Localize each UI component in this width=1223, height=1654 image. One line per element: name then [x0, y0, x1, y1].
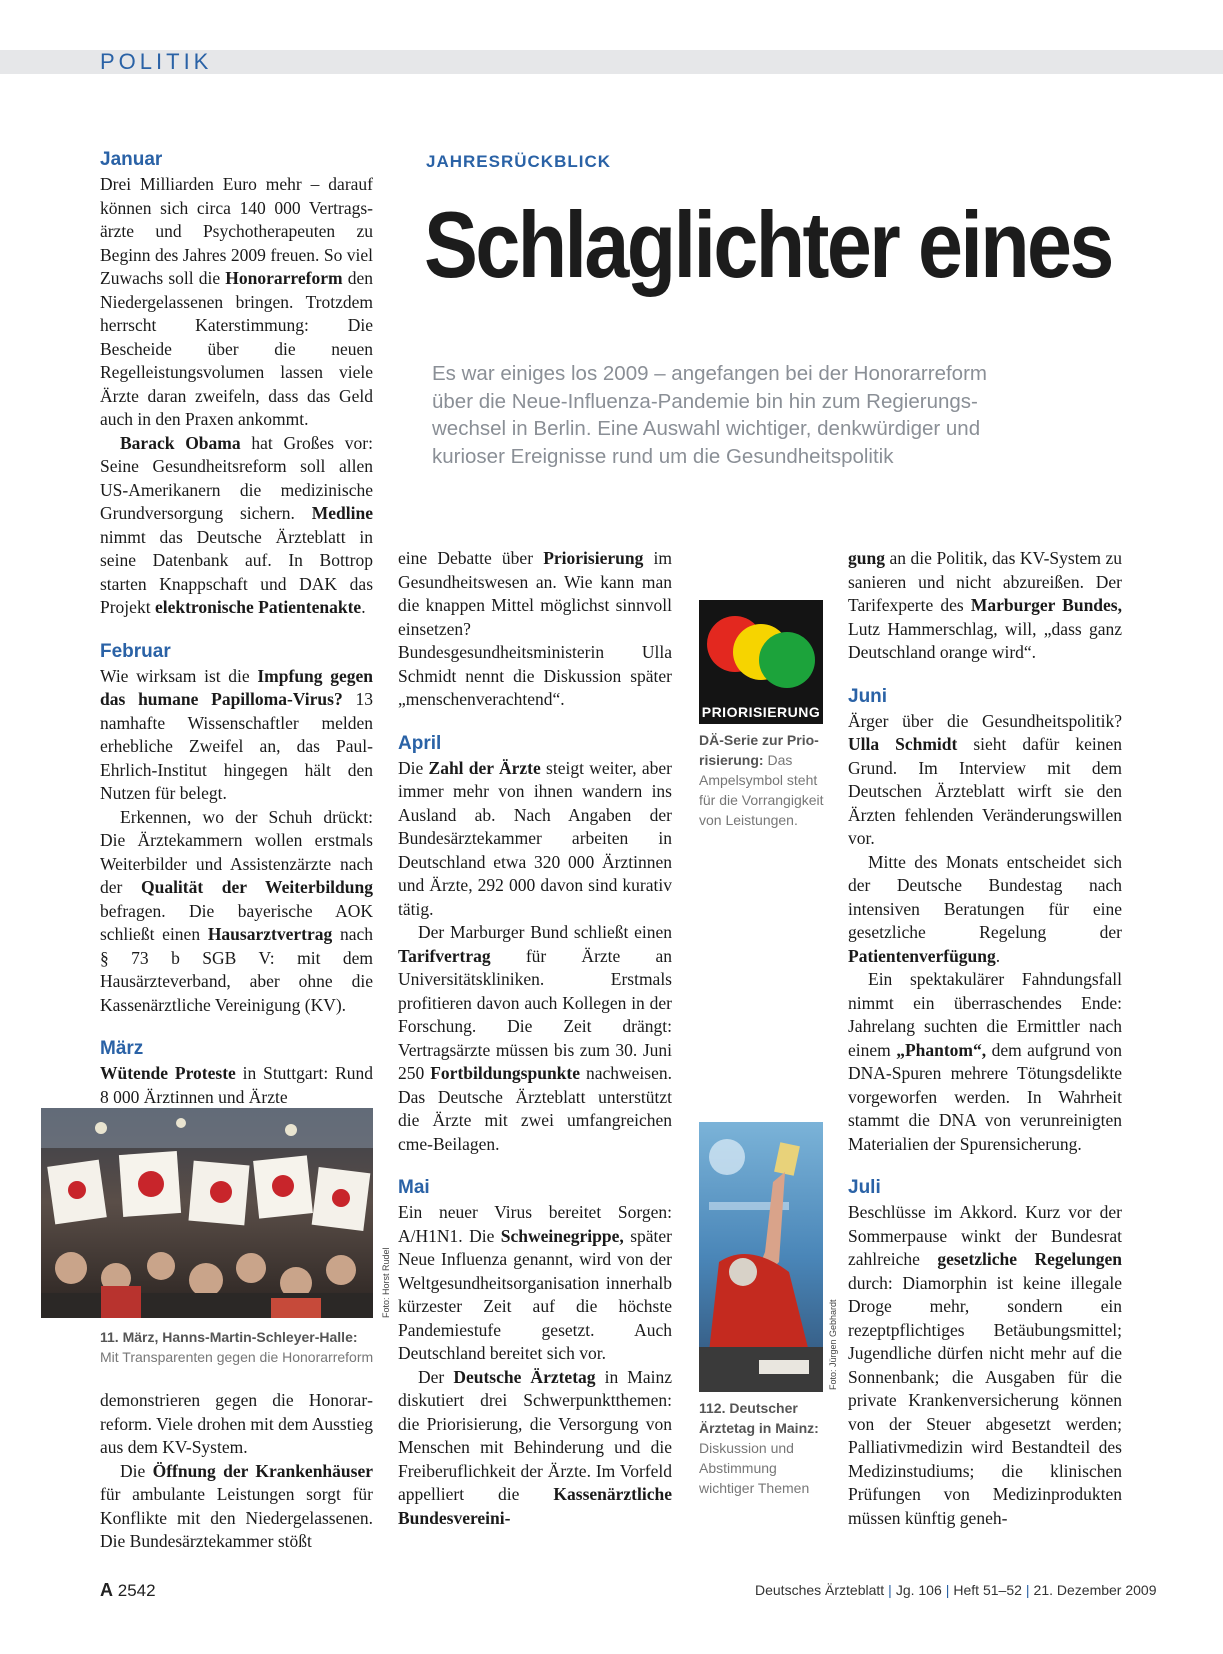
lead-line: über die Neue-Influenza-Pandemie bin hin zum Regierungs-: [432, 389, 978, 413]
paragraph: Der Deutsche Ärztetag in Mainz diskutiert drei Schwerpunktthemen: die Priorisierung, die Versorgung von Menschen mit Behinderung und die Freiberuflichkeit der Ärzte. Im Vorfeld appelliert die Kassenärztliche Bundesvereini-: [398, 1366, 672, 1528]
month-heading-mai: Mai: [398, 1177, 430, 1198]
journal-info: Deutsches Ärzteblatt | Jg. 106 | Heft 51–52 | 21. Dezember 2009: [755, 1582, 1157, 1598]
priorisierung-caption: [699, 730, 824, 830]
paragraph: demonstrieren gegen die Honorarreform. Viele drohen mit dem Ausstieg aus dem KV-System.: [100, 1390, 373, 1457]
caption-text: Diskussion und Abstimmung wichtiger Themen: [699, 1440, 810, 1496]
paragraph: Die Öffnung der Krankenhäuser für ambulante Leistungen sorgt für Konflikte mit den Niedergelassenen. Die Bundesärztekammer stößt: [100, 1460, 373, 1551]
lead-line: kurioser Ereignisse rund um die Gesundheitspolitik: [432, 444, 894, 468]
paragraph: eine Debatte über Priorisierung im Gesundheitswesen an. Wie kann man die knappen Mittel möglichst sinnvoll einsetzen? Bundesgesundheitsministerin Ulla Schmidt nennt die Diskussion später „menschenverachtend“.: [398, 548, 673, 709]
journal-name: Deutsches Ärzteblatt: [755, 1582, 885, 1598]
lead-line: Es war einiges los 2009 – angefangen bei der Honorarreform: [432, 362, 987, 385]
article-headline: Schlaglichter eines: [424, 192, 1112, 297]
paragraph: Ärger über die Gesundheitspolitik? Ulla Schmidt sieht dafür keinen Grund. Im Interview mit dem Deutschen Ärzteblatt wirft sie den Ärzten fehlenden Veränderungswillen vor.: [848, 710, 1122, 848]
protest-caption: [100, 1327, 390, 1367]
month-heading-maerz: März: [100, 1038, 144, 1059]
column-1-top: [100, 148, 373, 1109]
caption-text: Das Ampelsymbol steht für die Vorrangigkeit von Leistungen.: [699, 752, 824, 828]
month-heading-januar: Januar: [100, 149, 163, 170]
paragraph: Wie wirksam ist die Impfung gegen das humane Papilloma-Virus? 13 namhafte Wissenschaftler melden erhebliche Zweifel an, das Paul-Ehrlich-Institut hingegen hält den Nutzen für belegt.: [100, 665, 373, 803]
protest-photo: [41, 1108, 373, 1318]
photo-credit-rudel: Foto: Horst Rudel: [381, 1247, 391, 1318]
journal-date: 21. Dezember 2009: [1033, 1582, 1157, 1598]
voting-delegate-image: [699, 1122, 823, 1392]
month-heading-april: April: [398, 732, 442, 754]
caption-bold: 11. März, Hanns-Martin-Schleyer-Halle:: [100, 1329, 358, 1345]
section-label: POLITIK: [100, 49, 213, 74]
column-1-bottom: [100, 1389, 373, 1554]
photo-credit-gebhardt: Foto: Jürgen Gebhardt: [828, 1299, 838, 1390]
page-number-value: 2542: [117, 1581, 156, 1600]
month-heading-februar: Februar: [100, 640, 171, 662]
paragraph: Mitte des Monats entscheidet sich der Deutsche Bundestag nach intensiven Beratungen für eine gesetzliche Regelung der Patientenverfügung.: [848, 851, 1122, 966]
month-heading-juli: Juli: [848, 1177, 881, 1198]
article-lead: [432, 360, 1072, 470]
column-2: [398, 547, 672, 1530]
priorisierung-graphic: [699, 600, 823, 724]
paragraph: gung an die Politik, das KV-System zu sanieren und nicht abzureißen. Der Tarifexperte des Marburger Bundes, Lutz Hammerschlag, will, „dass ganz Deutschland orange wird“.: [848, 548, 1122, 662]
caption-text: Mit Transparenten gegen die Honorarreform: [100, 1349, 374, 1365]
paragraph: Beschlüsse im Akkord. Kurz vor der Sommerpause winkt der Bundesrat zahlreiche gesetzliche Regelungen durch: Diamorphin ist keine illegale Droge mehr, sondern ein rezeptpflichtiges Betäubungsmittel; Jugendliche dürfen nicht mehr auf die Sonnenbank; die Ausgaben für die private Krankenversicherung können von der Steuer abgesetzt werden; Palliativmedizin wird Bestandteil des Medizinstudiums; die klinischen Prüfungen von Medizinprodukten müssen künftig geneh-: [848, 1202, 1123, 1528]
paragraph: Der Marburger Bund schließt einen Tarifvertrag für Ärzte an Universitätskliniken. Erstmals profitieren davon auch Kollegen in der Forschung. Die Zeit drängt: Vertragsärzte müssen bis zum 30. Juni 250 Fortbildungspunkte nachweisen. Das Deutsche Ärzteblatt unterstützt die Ärzte mit zwei umfangreichen cme-Beilagen.: [398, 922, 672, 1154]
paragraph: Wütende Proteste in Stuttgart: Rund 8 000 Ärztinnen und Ärzte: [100, 1063, 373, 1107]
month-heading-juni: Juni: [848, 685, 888, 707]
caption-bold: 112. Deutscher Ärztetag in Mainz:: [699, 1400, 819, 1436]
priorisierung-label: PRIORISIERUNG: [701, 704, 821, 720]
lead-line: wechsel in Berlin. Eine Auswahl wichtiger, denkwürdiger und: [432, 417, 981, 440]
paragraph: Ein neuer Virus bereitet Sorgen: A/H1N1. Die Schweinegrippe, später Neue Influenza genannt, wird von der Weltgesundheitsorganisation innerhalb kürzester Zeit auf die höchste Pandemiestufe gesetzt. Auch Deutschland bereitet sich vor.: [398, 1202, 672, 1363]
paragraph: Erkennen, wo der Schuh drückt: Die Ärztekammern wollen erstmals Weiterbilder und Assistenzärzte nach der Qualität der Weiterbildung befragen. Die bayerische AOK schließt einen Hausarztvertrag nach § 73 b SGB V: mit dem Hausärzteverband, aber ohne die Kassenärztliche Vereinigung (KV).: [100, 806, 373, 1015]
journal-issue: Heft 51–52: [953, 1582, 1022, 1598]
paragraph: Die Zahl der Ärzte steigt weiter, aber immer mehr von ihnen wandern ins Ausland ab. Nach Angaben der Bundesärztekammer arbeiten in Deutschland etwa 320 000 Ärztinnen und Ärzte, 292 000 davon sind kurativ tätig.: [398, 757, 672, 919]
aerztetag-caption: [699, 1398, 824, 1498]
paragraph: Ein spektakulärer Fahndungsfall nimmt ein überraschendes Ende: Jahrelang suchten die Ermittler nach einem „Phantom“, dem aufgrund von DNA-Spuren mehrere Tötungsdelikte vorgeworfen werden. In Wahrheit stammt die DNA von verunreinigten Materialien der Spurensicherung.: [848, 969, 1122, 1154]
paragraph: Barack Obama hat Großes vor: Seine Gesundheitsreform soll allen US-Amerikanern die medizinische Grundversorgung sichern. Medline nimmt das Deutsche Ärzteblatt in seine Datenbank auf. In Bottrop starten Knappschaft und DAK das Projekt elektronische Patientenakte.: [100, 432, 373, 617]
aerztetag-photo: [699, 1122, 823, 1392]
protest-crowd-image: [41, 1108, 373, 1318]
article-kicker: JAHRESRÜCKBLICK: [426, 152, 612, 171]
caption-bold: DÄ-Serie zur Priorisierung:: [699, 732, 819, 768]
page-prefix: A: [100, 1580, 113, 1600]
journal-volume: Jg. 106: [895, 1582, 942, 1598]
column-3: [848, 547, 1122, 1530]
page-number: [100, 1580, 156, 1601]
paragraph: Drei Milliarden Euro mehr – darauf können sich circa 140 000 Vertragsärzte und Psychotherapeuten zu Beginn des Jahres 2009 freuen. So viel Zuwachs soll die Honorarreform den Niedergelassenen bringen. Trotzdem herrscht Katerstimmung: Die Bescheide über die neuen Regelleistungsvolumen lassen viele Ärzte daran zweifeln, dass das Geld auch in den Praxen ankommt.: [100, 174, 373, 429]
